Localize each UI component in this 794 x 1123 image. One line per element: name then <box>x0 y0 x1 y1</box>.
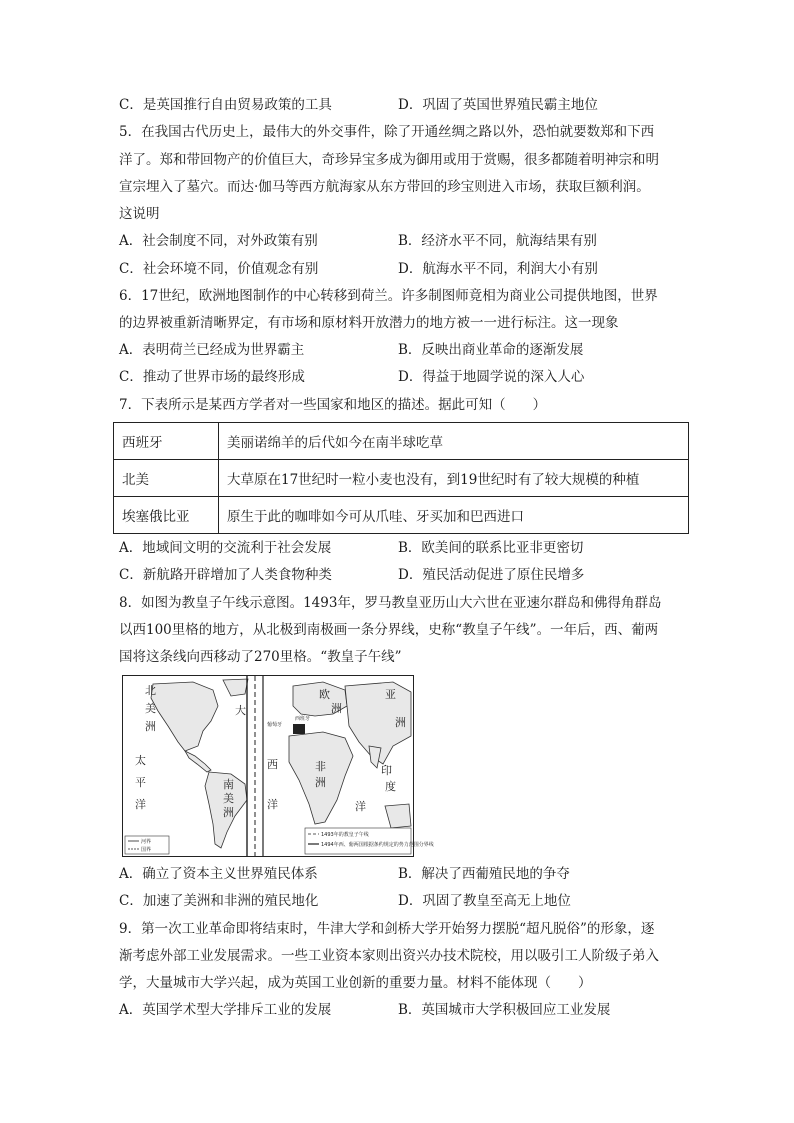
table-cell-region: 北美 <box>114 460 219 497</box>
table-cell-region: 埃塞俄比亚 <box>114 497 219 534</box>
q6-option-d: D．得益于地圆学说的深入人心 <box>398 369 585 385</box>
map-label: 美 <box>145 702 156 715</box>
table-row <box>114 423 689 460</box>
q5-stem-line-3: 宣宗埋入了墓穴。而达·伽马等西方航海家从东方带回的珍宝则进入市场，获取巨额利润。 <box>119 179 650 195</box>
map-label: 洲 <box>223 806 234 819</box>
q7-option-d: D．殖民活动促进了原住民增多 <box>398 567 585 583</box>
q4-option-d: D．巩固了英国世界殖民霸主地位 <box>398 97 598 113</box>
india-landmass <box>369 746 381 768</box>
map-label: 非 <box>315 760 326 773</box>
q9-stem-line-3: 学，大量城市大学兴起，成为英国工业创新的重要力量。材料不能体现（ ） <box>119 975 592 991</box>
q8-option-c: C．加速了美洲和非洲的殖民地化 <box>119 893 319 909</box>
map-label: 度 <box>385 780 396 793</box>
q8-option-a: A．确立了资本主义世界殖民体系 <box>119 866 318 882</box>
q5-option-a: A．社会制度不同，对外政策有别 <box>119 233 318 249</box>
greenland-landmass <box>223 679 248 696</box>
map-label: 美 <box>223 792 234 805</box>
q5-option-b: B．经济水平不同，航海结果有别 <box>398 233 597 249</box>
map-label: 洋 <box>135 798 146 811</box>
map-label: 洲 <box>395 716 406 729</box>
table-cell-description: 原生于此的咖啡如今可从爪哇、牙买加和巴西进口 <box>219 497 689 534</box>
map-label: 欧 <box>319 688 330 701</box>
map-label: 大 <box>235 704 246 717</box>
central-america-landmass <box>185 751 211 772</box>
map-label: 洲 <box>315 776 326 789</box>
table-cell-description: 美丽诺绵羊的后代如今在南半球吃草 <box>219 423 689 460</box>
legend-1493: 1493年的教皇子午线 <box>321 832 369 838</box>
q7-option-c: C．新航路开辟增加了人类食物种类 <box>119 567 332 583</box>
q8-stem-line-1: 8．如图为教皇子午线示意图。1493年，罗马教皇亚历山大六世在亚速尔群岛和佛得角群岛 <box>119 595 662 611</box>
map-label: 西班牙 <box>295 716 311 722</box>
map-label: 葡萄牙 <box>267 722 283 728</box>
q9-option-a: A．英国学术型大学排斥工业的发展 <box>119 1002 332 1018</box>
q8-stem-line-3: 国将这条线向西移动了270里格。“教皇子午线” <box>119 649 402 665</box>
papal-meridian-map <box>122 675 434 857</box>
q5-option-d: D．航海水平不同，利润大小有别 <box>398 261 598 277</box>
q7-option-b: B．欧美间的联系比亚非更密切 <box>398 540 584 556</box>
q6-option-b: B．反映出商业革命的逐渐发展 <box>398 342 584 358</box>
legend-border: 国界 <box>141 847 152 853</box>
q7-table <box>113 422 689 534</box>
q5-option-c: C．社会环境不同，价值观念有别 <box>119 261 319 277</box>
q8-option-d: D．巩固了教皇至高无上地位 <box>398 893 571 909</box>
map-label: 太 <box>135 754 146 767</box>
q6-option-c: C．推动了世界市场的最终形成 <box>119 369 305 385</box>
q4-option-c: C．是英国推行自由贸易政策的工具 <box>119 97 332 113</box>
map-label: 洲 <box>145 720 156 733</box>
map-label: 西 <box>267 758 278 771</box>
map-label: 平 <box>135 776 146 789</box>
map-label: 洋 <box>267 798 278 811</box>
map-label: 南 <box>223 778 234 791</box>
q7-stem: 7．下表所示是某西方学者对一些国家和地区的描述。据此可知（ ） <box>119 397 547 413</box>
q5-stem-line-4: 这说明 <box>119 206 160 222</box>
q9-stem-line-1: 9．第一次工业革命即将结束时，牛津大学和剑桥大学开始努力摆脱“超凡脱俗”的形象，逐 <box>119 921 655 937</box>
map-label: 北 <box>145 684 156 697</box>
map-label: 洲 <box>331 702 342 715</box>
map-label: 洋 <box>355 800 366 813</box>
q9-option-b: B．英国城市大学积极回应工业发展 <box>398 1002 611 1018</box>
q6-option-a: A．表明荷兰已经成为世界霸主 <box>119 342 305 358</box>
north-america-landmass <box>151 682 218 751</box>
table-cell-description: 大草原在17世纪时一粒小麦也没有，到19世纪时有了较大规模的种植 <box>219 460 689 497</box>
legend-1494: 1494年西、葡两国根据条约规定的势力范围分界线 <box>321 842 434 848</box>
table-cell-region: 西班牙 <box>114 423 219 460</box>
table-row <box>114 460 689 497</box>
q6-stem-line-1: 6．17世纪，欧洲地图制作的中心转移到荷兰。许多制图师竟相为商业公司提供地图，世界 <box>119 288 658 304</box>
map-label: 亚 <box>385 688 396 701</box>
q8-stem-line-2: 以西100里格的地方，从北极到南极画一条分界线，史称“教皇子午线”。一年后，西、葡两 <box>119 622 659 638</box>
australia-landmass <box>385 804 411 828</box>
legend-river: 河界 <box>141 839 152 845</box>
q6-stem-line-2: 的边界被重新清晰界定，有市场和原材料开放潜力的地方被一一进行标注。这一现象 <box>119 315 619 331</box>
q7-option-a: A．地域间文明的交流利于社会发展 <box>119 540 332 556</box>
map-label: 印 <box>381 764 392 777</box>
q8-option-b: B．解决了西葡殖民地的争夺 <box>398 866 570 882</box>
q9-stem-line-2: 渐考虑外部工业发展需求。一些工业资本家则出资兴办技术院校，用以吸引工人阶级子弟入 <box>119 948 659 964</box>
q5-stem-line-1: 5．在我国古代历史上，最伟大的外交事件，除了开通丝绸之路以外，恐怕就要数郑和下西 <box>119 124 655 140</box>
q5-stem-line-2: 洋了。郑和带回物产的价值巨大，奇珍异宝多成为御用或用于赏赐，很多都随着明神宗和明 <box>119 152 659 168</box>
table-row <box>114 497 689 534</box>
iberia-marker <box>293 724 305 734</box>
